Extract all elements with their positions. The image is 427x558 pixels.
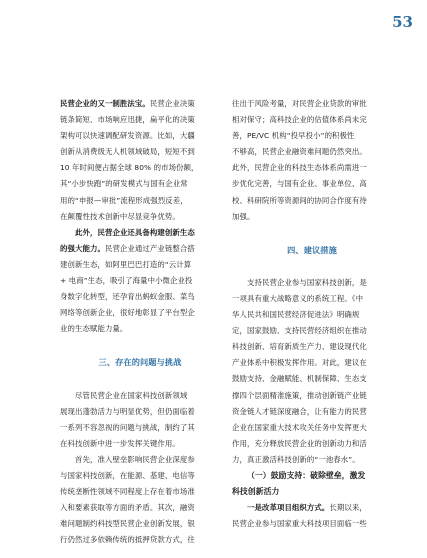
right-paragraphs-1 xyxy=(232,96,392,225)
bold-text: 民营企业的又一制胜法宝。 xyxy=(60,99,150,108)
text-line xyxy=(60,112,220,128)
right-paragraphs-2 xyxy=(232,275,392,468)
body-text: 作用，充分释放民营企业的创新动力和活 xyxy=(232,438,367,448)
body-text: 传统垄断性领域不同程度上存在着市场准 xyxy=(60,487,195,497)
text-line xyxy=(60,388,220,404)
text-line xyxy=(60,209,220,225)
text-line xyxy=(60,176,220,192)
text-line xyxy=(232,209,392,225)
text-line xyxy=(232,388,392,404)
text-line xyxy=(232,176,392,192)
subheading-line-2: 科技创新活力 xyxy=(232,487,280,497)
section-heading-4: 四、建议措施 xyxy=(287,244,337,255)
body-text: 与国家科技创新，在能源、基建、电信等 xyxy=(60,470,195,480)
body-text: 定，国家鼓励、支持民营经济组织在推动 xyxy=(232,326,367,336)
body-text: 步优化完善，与国有企业、事业单位、高 xyxy=(232,179,367,189)
text-line xyxy=(232,404,392,420)
text-line xyxy=(60,241,220,257)
body-text: 创新从消费级无人机领域破局，短短不到 xyxy=(60,147,195,157)
body-text: 一项具有重大战略意义的系统工程。《中 xyxy=(232,293,364,303)
body-text: 行仍然过多依赖传统的抵押贷款方式，往 xyxy=(60,535,195,545)
body-text: 一系列不容忽视的问题与挑战，制约了其 xyxy=(60,422,195,432)
body-text: 加强。 xyxy=(232,211,255,221)
text-line xyxy=(60,532,220,548)
text-line xyxy=(60,144,220,160)
left-paragraphs-2 xyxy=(60,388,220,549)
body-text: 民营企业通过产业链整合搭 xyxy=(104,243,195,253)
text-line xyxy=(60,96,220,112)
body-text: 鼓励支持、金融赋能、机制保障、生态支 xyxy=(232,374,367,384)
body-text: 企业在国家重大技术攻关任务中发挥更大 xyxy=(232,422,367,432)
text-line xyxy=(232,128,392,144)
left-column xyxy=(60,96,220,548)
text-line xyxy=(60,289,220,305)
body-text: 民营企业参与国家重大科技项目面临一些 xyxy=(232,519,367,529)
right-paragraphs-3 xyxy=(232,500,392,532)
body-text: 用的“申报—审批”流程形成强烈反差， xyxy=(60,195,188,205)
text-line xyxy=(232,500,392,516)
text-line xyxy=(60,452,220,468)
body-text: 尽管民营企业在国家科技创新领域 xyxy=(75,390,188,400)
text-line xyxy=(60,321,220,337)
text-line xyxy=(232,291,392,307)
body-text: 架构可以快速调配研发资源。比如，大疆 xyxy=(60,131,195,141)
body-text: + 电商”生态，吸引了海量中小微企业投 xyxy=(60,276,193,286)
bold-text: 的强大能力。 xyxy=(60,243,105,253)
text-line xyxy=(232,371,392,387)
body-text: 产业体系中积极发挥作用。对此，建议在 xyxy=(232,358,367,368)
body-text: 业的生态赋能力量。 xyxy=(60,324,128,334)
text-line xyxy=(60,273,220,289)
text-line xyxy=(232,516,392,532)
body-text: 建创新生态，如阿里巴巴打造的“云计算 xyxy=(60,259,192,269)
bold-text: 此外，民营企业还具备构建创新生态 xyxy=(75,227,195,237)
text-line xyxy=(60,225,220,241)
text-line xyxy=(60,305,220,321)
text-line xyxy=(60,257,220,273)
body-text: 力，真正激活科技创新的“一池春水”。 xyxy=(232,454,360,464)
text-line xyxy=(232,339,392,355)
body-text: 网络等创新企业，很好地彰显了平台型企 xyxy=(60,308,195,318)
body-text: 展现出蓬勃活力与明显优势，但仍面临着 xyxy=(60,406,195,416)
body-text: 此外，民营企业的科技生态体系尚需进一 xyxy=(232,163,367,173)
body-text: 10 年时间便占据全球 80% 的市场份额， xyxy=(60,163,199,173)
body-text: 长期以来， xyxy=(329,503,367,513)
body-text: 相对保守；高科技企业的估值体系尚未完 xyxy=(232,115,367,125)
text-line xyxy=(232,307,392,323)
body-text: 入和要素获取等方面的矛盾。其次，融资 xyxy=(60,503,195,513)
left-paragraphs-1 xyxy=(60,96,220,337)
text-line xyxy=(232,112,392,128)
text-line xyxy=(60,516,220,532)
body-text: 校、科研院所等资源间的协同合作度有待 xyxy=(232,195,367,205)
body-text: 在颠覆性技术创新中尽显竞争优势。 xyxy=(60,211,180,221)
page-header-band xyxy=(0,0,427,44)
body-text: 链条简短、市场响应迅捷，扁平化的决策 xyxy=(60,115,195,125)
text-line xyxy=(232,323,392,339)
text-line xyxy=(60,484,220,500)
text-line xyxy=(232,193,392,209)
text-line xyxy=(232,436,392,452)
text-line xyxy=(232,420,392,436)
body-text: 身数字化转型，还孕育出蚂蚁金服、菜鸟 xyxy=(60,292,195,302)
body-text: 华人民共和国民营经济促进法》明确规 xyxy=(232,310,360,320)
text-line xyxy=(60,500,220,516)
body-text: 难问题制约科技型民营企业创新发展，银 xyxy=(60,519,195,529)
text-line xyxy=(60,468,220,484)
body-text: 其“小步快跑”的研发模式与国有企业常 xyxy=(60,179,188,189)
text-line xyxy=(232,355,392,371)
body-text: 在科技创新中进一步发挥关键作用。 xyxy=(60,438,180,448)
section-heading-3: 三、存在的问题与挑战 xyxy=(98,357,182,368)
body-text: 民营企业决策 xyxy=(149,99,195,108)
body-text: 支持民营企业参与国家科技创新，是 xyxy=(247,277,367,287)
text-line xyxy=(232,96,392,112)
text-line xyxy=(60,404,220,420)
text-line xyxy=(232,144,392,160)
body-text: 往出于风险考量，对民营企业贷款的审批 xyxy=(232,99,367,108)
text-line xyxy=(232,452,392,468)
bold-text: 一是改革项目组织方式。 xyxy=(247,503,330,513)
text-line xyxy=(60,193,220,209)
right-column xyxy=(232,96,392,532)
page-number: 53 xyxy=(392,13,413,31)
text-line xyxy=(232,275,392,291)
text-line xyxy=(60,436,220,452)
subheading-line-1: （一）鼓励支持：破除壁垒，激发 xyxy=(247,470,366,480)
body-text: 撑四个层面精准施策，推动创新链产业链 xyxy=(232,390,367,400)
body-text: 善，PE/VC 机构“投早投小”的积极性 xyxy=(232,131,355,141)
body-text: 不够高，民营企业融资难问题仍然突出。 xyxy=(232,147,367,157)
text-line xyxy=(60,420,220,436)
text-line xyxy=(60,128,220,144)
body-text: 资金链人才链深度融合，让有能力的民营 xyxy=(232,406,367,416)
text-line xyxy=(232,160,392,176)
body-text: 科技创新、培育新质生产力、建设现代化 xyxy=(232,342,367,352)
text-line xyxy=(60,160,220,176)
body-text: 首先，准入壁垒影响民营企业深度参 xyxy=(75,454,195,464)
